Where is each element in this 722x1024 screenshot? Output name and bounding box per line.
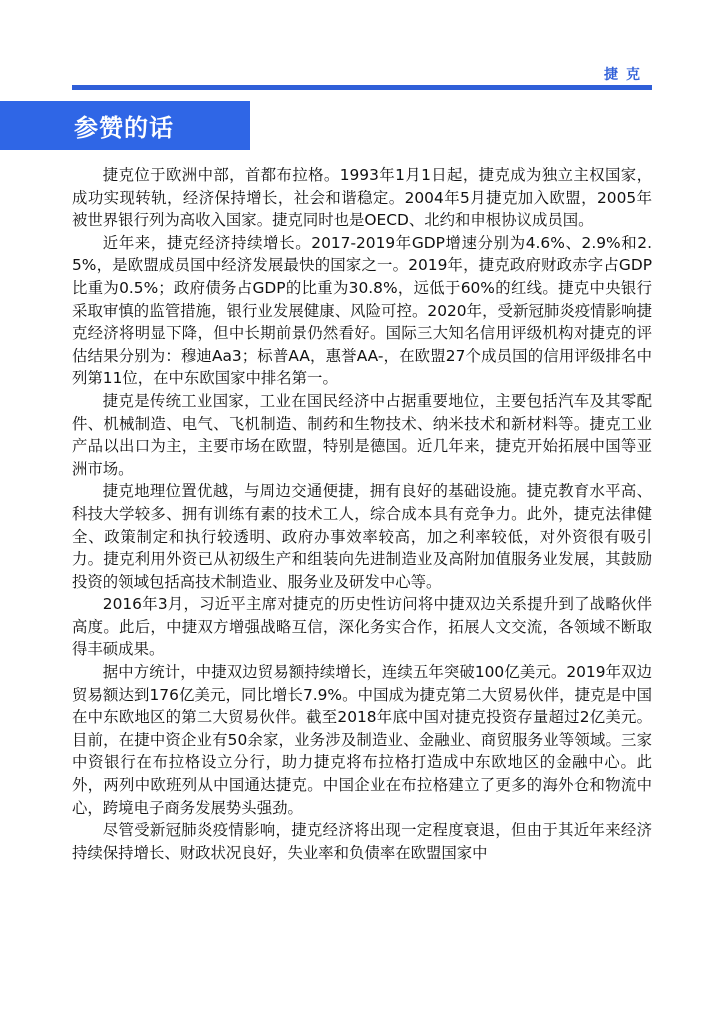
header-rule bbox=[72, 85, 652, 90]
paragraph: 据中方统计，中捷双边贸易额持续增长，连续五年突破100亿美元。2019年双边贸易额达到176亿美元，同比增长7.9%。中国成为捷克第二大贸易伙伴，捷克是中国在中东欧地区的第二大贸易伙伴。截至2018年底中国对捷克投资存量超过2亿美元。目前，在捷中资企业有50余家，业务涉及制造业、金融业、商贸服务业等领域。三家中资银行在布拉格设立分行，助力捷克将布拉格打造成中东欧地区的金融中心。此外，两列中欧班列从中国通达捷克。中国企业在布拉格建立了更多的海外仓和物流中心，跨境电子商务发展势头强劲。 bbox=[72, 663, 652, 817]
paragraph: 捷克是传统工业国家，工业在国民经济中占据重要地位，主要包括汽车及其零配件、机械制造、电气、飞机制造、制药和生物技术、纳米技术和新材料等。捷克工业产品以出口为主，主要市场在欧盟，特别是德国。近几年来，捷克开始拓展中国等亚洲市场。 bbox=[72, 391, 652, 478]
paragraph: 捷克位于欧洲中部，首都布拉格。1993年1月1日起，捷克成为独立主权国家，成功实现转轨，经济保持增长，社会和谐稳定。2004年5月捷克加入欧盟，2005年被世界银行列为高收入国家。捷克同时也是OECD、北约和申根协议成员国。 bbox=[72, 166, 652, 230]
paragraph: 捷克地理位置优越，与周边交通便捷，拥有良好的基础设施。捷克教育水平高、科技大学较多、拥有训练有素的技术工人，综合成本具有竞争力。此外，捷克法律健全、政策制定和执行较透明、政府办事效率较高，加之利率较低，对外资很有吸引力。捷克利用外资已从初级生产和组装向先进制造业及高附加值服务业发展，其鼓励投资的领域包括高技术制造业、服务业及研发中心等。 bbox=[72, 482, 652, 591]
section-banner bbox=[0, 101, 250, 150]
paragraph: 2016年3月，习近平主席对捷克的历史性访问将中捷双边关系提升到了战略伙伴高度。此后，中捷双方增强战略互信，深化务实合作，拓展人文交流，各领域不断取得丰硕成果。 bbox=[72, 595, 652, 659]
running-header: 捷克 bbox=[604, 67, 648, 83]
section-title: 参赞的话 bbox=[74, 114, 174, 142]
body-text bbox=[72, 164, 652, 864]
paragraph: 近年来，捷克经济持续增长。2017-2019年GDP增速分别为4.6%、2.9%和2.5%，是欧盟成员国中经济发展最快的国家之一。2019年，捷克政府财政赤字占GDP比重为0.5%；政府债务占GDP的比重为30.8%，远低于60%的红线。捷克中央银行采取审慎的监管措施，银行业发展健康、风险可控。2020年，受新冠肺炎疫情影响捷克经济将明显下降，但中长期前景仍然看好。国际三大知名信用评级机构对捷克的评估结果分别为：穆迪Aa3；标普AA，惠誉AA-，在欧盟27个成员国的信用评级排名中列第11位，在中东欧国家中排名第一。 bbox=[72, 233, 652, 388]
paragraph: 尽管受新冠肺炎疫情影响，捷克经济将出现一定程度衰退，但由于其近年来经济持续保持增长、财政状况良好，失业率和负债率在欧盟国家中 bbox=[72, 821, 652, 862]
